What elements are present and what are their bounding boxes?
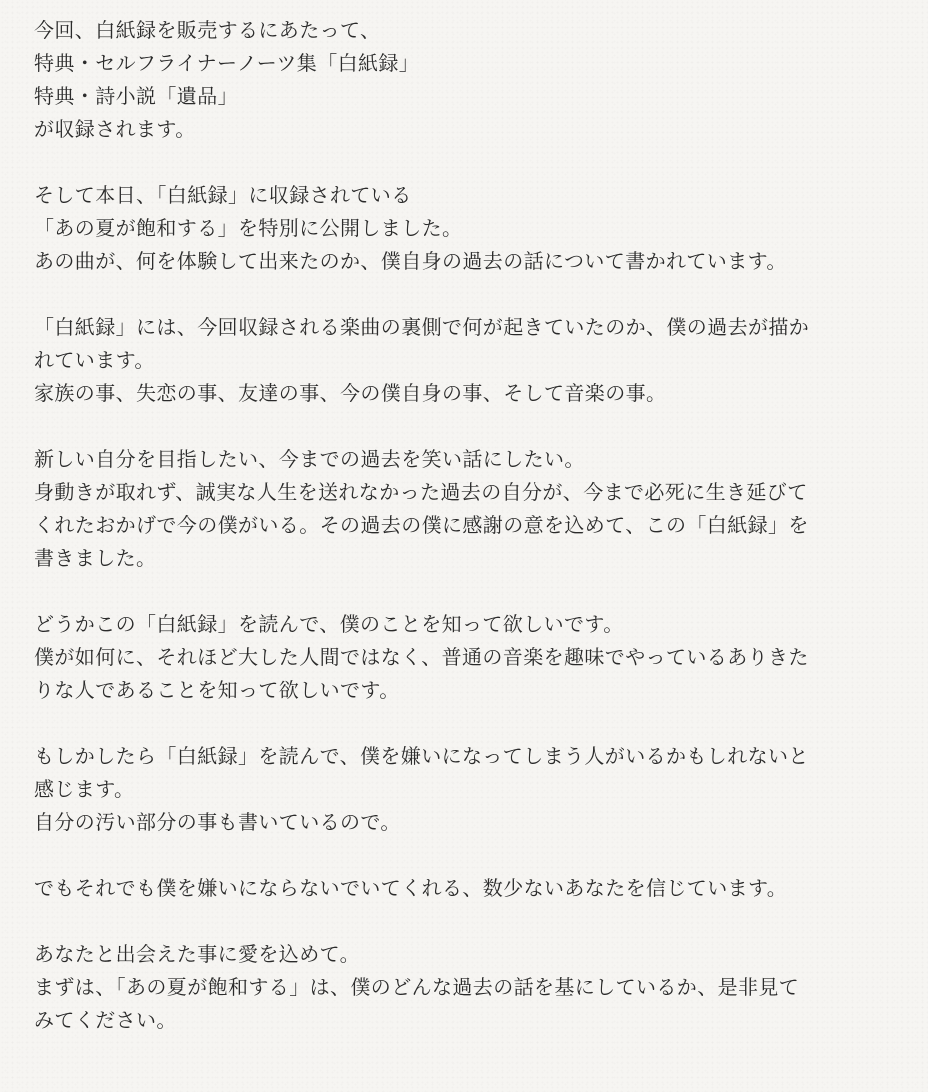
text-line: みてください。 bbox=[34, 1008, 177, 1032]
text-line: 家族の事、失恋の事、友達の事、今の僕自身の事、そして音楽の事。 bbox=[34, 381, 667, 405]
paragraph-closing bbox=[34, 938, 888, 1037]
text-line: れています。 bbox=[34, 348, 155, 372]
paragraph-release-intro bbox=[34, 14, 888, 146]
text-line: 「あの夏が飽和する」を特別に公開しました。 bbox=[34, 216, 463, 240]
text-line: 新しい自分を目指したい、今までの過去を笑い話にしたい。 bbox=[34, 447, 585, 471]
text-line: が収録されます。 bbox=[34, 117, 196, 141]
text-line: りな人であることを知って欲しいです。 bbox=[34, 678, 400, 702]
text-line: 今回、白紙録を販売するにあたって、 bbox=[34, 18, 381, 42]
text-line: でもそれでも僕を嫌いにならないでいてくれる、数少ないあなたを信じています。 bbox=[34, 876, 788, 900]
paragraph-concern bbox=[34, 740, 888, 839]
text-line: 身動きが取れず、誠実な人生を送れなかった過去の自分が、今まで必死に生き延びて bbox=[34, 480, 808, 504]
text-line: 「白紙録」には、今回収録される楽曲の裏側で何が起きていたのか、僕の過去が描か bbox=[34, 315, 810, 339]
text-line: 自分の汚い部分の事も書いているので。 bbox=[34, 810, 401, 834]
paragraph-publication-notice bbox=[34, 179, 888, 278]
text-line: そして本日、「白紙録」に収録されている bbox=[34, 183, 412, 207]
paragraph-motivation bbox=[34, 443, 888, 575]
paragraph-request bbox=[34, 608, 888, 707]
text-line: 特典・詩小説「遺品」 bbox=[34, 84, 238, 108]
text-line: くれたおかげで今の僕がいる。その過去の僕に感謝の意を込めて、この「白紙録」を bbox=[34, 513, 809, 537]
paragraph-contents-description bbox=[34, 311, 888, 410]
text-line: あなたと出会えた事に愛を込めて。 bbox=[34, 942, 360, 966]
text-line: 感じます。 bbox=[34, 777, 135, 801]
text-line: 書きました。 bbox=[34, 546, 157, 570]
text-line: 特典・セルフライナーノーツ集「白紙録」 bbox=[34, 51, 420, 75]
paragraph-trust bbox=[34, 872, 888, 905]
text-line: 僕が如何に、それほど大した人間ではなく、普通の音楽を趣味でやっているありきた bbox=[34, 645, 809, 669]
text-line: まずは、「あの夏が飽和する」は、僕のどんな過去の話を基にしているか、是非見て bbox=[34, 975, 800, 999]
text-line: もしかしたら「白紙録」を読んで、僕を嫌いになってしまう人がいるかもしれないと bbox=[34, 744, 809, 768]
text-line: どうかこの「白紙録」を読んで、僕のことを知って欲しいです。 bbox=[34, 612, 624, 636]
text-line: あの曲が、何を体験して出来たのか、僕自身の過去の話について書かれています。 bbox=[34, 249, 787, 273]
